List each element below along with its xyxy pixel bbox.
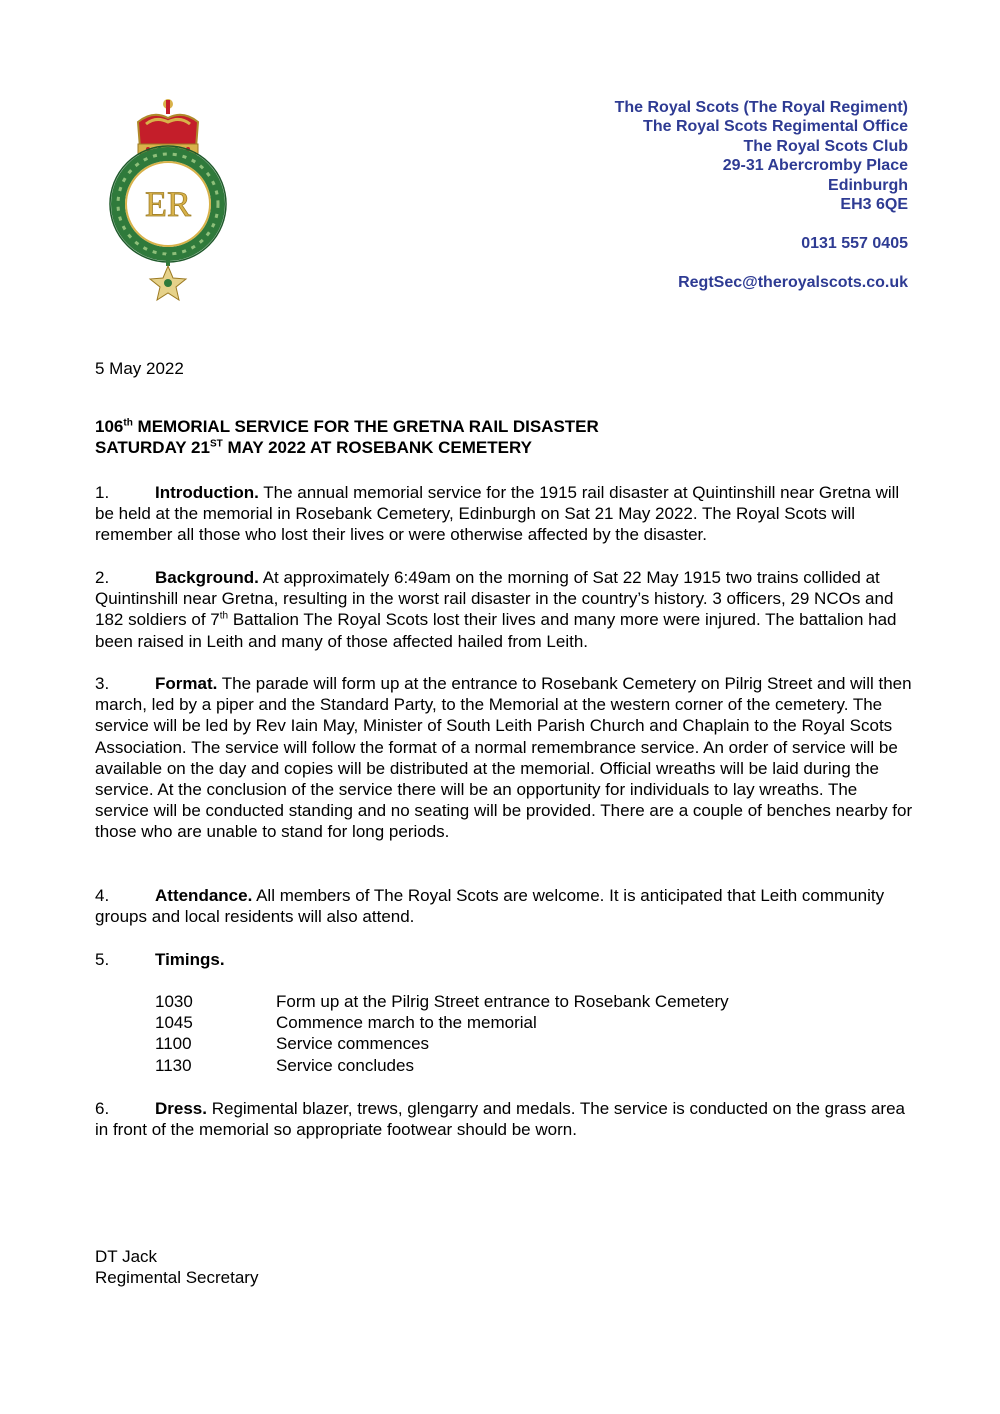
paragraph-number: 1. (95, 483, 110, 502)
paragraph-number: 3. (95, 674, 110, 693)
paragraph-background: 2. Background. At approximately 6:49am on the morning of Sat 22 May 1915 two trains collided at Quintinshill near Gretna, resulting in the worst rail disaster in the country’s history. 3 officers, 29 NCOs and 182 soldiers of 7th Battalion The Royal Scots lost their lives and many more were injured. The battalion had been raised in Leith and many of those affected hailed from Leith. (95, 568, 897, 651)
timings-row (155, 1033, 729, 1054)
paragraph-text: Battalion The Royal Scots lost their lives and many more were injured. The battalion had been raised in Leith and many of those affected hailed from Leith. (95, 610, 897, 651)
signatory-role: Regimental Secretary (95, 1268, 259, 1288)
paragraph-text: All members of The Royal Scots are welcome. It is anticipated that Leith community groups and local residents will also attend. (95, 886, 885, 927)
timings-row (155, 1012, 729, 1033)
address-line: The Royal Scots (The Royal Regiment) (614, 99, 908, 116)
paragraph-heading: Attendance. (155, 886, 253, 905)
paragraph-heading: Background. (155, 568, 259, 587)
letter-title (95, 416, 915, 458)
paragraph-heading: Introduction. (155, 483, 259, 502)
timing-event: Service commences (276, 1034, 430, 1054)
email-link[interactable]: RegtSec@theroyalscots.co.uk (678, 273, 908, 291)
title-line-1: 106th MEMORIAL SERVICE FOR THE GRETNA RAIL DISASTER (95, 417, 599, 436)
paragraph-heading: Dress. (155, 1099, 207, 1118)
address-line: EH3 6QE (840, 196, 908, 214)
timings-table (155, 991, 729, 1076)
paragraph-heading: Timings. (155, 950, 225, 969)
paragraph-timings (95, 949, 915, 970)
paragraph-text: Regimental blazer, trews, glengarry and medals. The service is conducted on the grass area in front of the memorial so appropriate footwear should be worn. (95, 1099, 905, 1140)
phone-number: 0131 557 0405 (801, 234, 908, 252)
paragraph-format (95, 673, 915, 843)
paragraph-heading: Format. (155, 674, 218, 693)
paragraph-attendance (95, 885, 915, 927)
timing-event: Form up at the Pilrig Street entrance to Rosebank Cemetery (276, 992, 729, 1011)
timings-row (155, 1055, 729, 1076)
timings-row (155, 991, 729, 1012)
timing-time: 1130 (155, 1055, 192, 1075)
paragraph-introduction (95, 482, 915, 546)
monogram-text: ER (144, 184, 192, 224)
paragraph-number: 6. (95, 1099, 110, 1118)
paragraph-text: At approximately 6:49am on the morning of Sat 22 May 1915 two trains collided at Quintinshill near Gretna, resulting in the worst rail disaster in the country’s history. 3 officers, 29 NCOs and 182 soldiers of 7 (95, 568, 894, 630)
paragraph-number: 2. (95, 568, 110, 587)
timing-time: 1045 (155, 1013, 193, 1033)
signature-block (95, 1246, 915, 1288)
letter-date: 5 May 2022 (95, 359, 184, 378)
timing-event: Commence march to the memorial (276, 1013, 537, 1033)
timing-event: Service concludes (276, 1055, 414, 1075)
address-line: Edinburgh (828, 176, 908, 194)
paragraph-dress (95, 1098, 915, 1140)
royal-cypher-crest-logo (108, 96, 228, 302)
address-line: The Royal Scots Club (743, 137, 908, 155)
paragraph-number: 5. (95, 950, 110, 969)
signatory-name: DT Jack (95, 1247, 158, 1266)
paragraph-text: The annual memorial service for the 1915 rail disaster at Quintinshill near Gretna will be held at the memorial in Rosebank Cemetery, Edinburgh on Sat 21 May 2022. The Royal Scots will remember all those who lost their lives or were otherwise affected by the disaster. (95, 483, 900, 545)
address-line: 29-31 Abercromby Place (722, 157, 908, 175)
paragraph-text: The parade will form up at the entrance to Rosebank Cemetery on Pilrig Street and will then march, led by a piper and the Standard Party, to the Memorial at the western corner of the cemetery. The service will be led by Rev Iain May, Minister of South Leith Parish Church and Chaplain to the Royal Scots Association. The service will follow the format of a normal remembrance service. An order of service will be available on the day and copies will be distributed at the memorial. Official wreaths will be laid during the service. At the conclusion of the service there will be an opportunity for individuals to lay wreaths. The service will be conducted standing and no seating will be provided. There are a couple of benches nearby for those who are unable to stand for long periods. (95, 674, 913, 842)
address-line: The Royal Scots Regimental Office (643, 118, 908, 136)
title-line-2: SATURDAY 21ST MAY 2022 AT ROSEBANK CEMETERY (95, 438, 532, 458)
paragraph-number: 4. (95, 886, 110, 905)
star-badge-icon (150, 266, 186, 300)
timing-time: 1100 (155, 1034, 192, 1054)
timing-time: 1030 (155, 992, 193, 1011)
letterhead-address (615, 98, 908, 292)
